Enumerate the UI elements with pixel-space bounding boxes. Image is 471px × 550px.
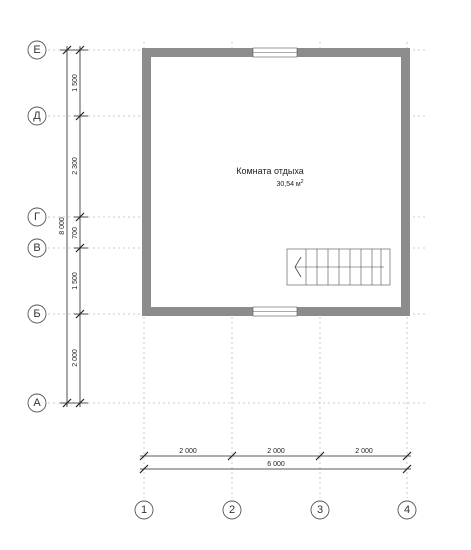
- dim-label-vertical-total: 8 000: [59, 217, 66, 235]
- axis-label-d: Д: [33, 110, 41, 122]
- dim-label-3-4: 2 000: [355, 448, 373, 455]
- axis-label-3: 3: [316, 504, 324, 516]
- axis-label-v: В: [33, 242, 41, 254]
- axis-label-a: А: [33, 397, 41, 409]
- axis-label-2: 2: [228, 504, 236, 516]
- dim-label-b-a: 2 000: [72, 349, 79, 367]
- dim-label-horizontal-total: 6 000: [267, 461, 285, 468]
- letter-axis-markers: [28, 41, 46, 412]
- dim-label-e-d: 1 500: [72, 74, 79, 92]
- dim-label-2-3: 2 000: [267, 448, 285, 455]
- horizontal-dimensions: [140, 448, 411, 473]
- axis-label-e: Е: [33, 44, 41, 56]
- room-name: Комната отдыха: [236, 166, 304, 176]
- room-area-value: 30,54 м: [276, 181, 301, 188]
- dim-label-1-2: 2 000: [179, 448, 197, 455]
- axis-label-4: 4: [403, 504, 411, 516]
- room-area-exponent: 2: [300, 179, 304, 185]
- axis-label-b: Б: [33, 308, 41, 320]
- axis-label-1: 1: [140, 504, 148, 516]
- number-axis-markers: [135, 501, 416, 519]
- vertical-dimensions: [59, 46, 88, 407]
- dim-label-g-v: 700: [72, 227, 79, 239]
- dim-label-d-g: 2 300: [72, 157, 79, 175]
- axis-label-g: Г: [34, 211, 40, 223]
- staircase: [287, 249, 390, 285]
- dim-label-v-b: 1 500: [72, 272, 79, 290]
- room-area: [276, 179, 303, 188]
